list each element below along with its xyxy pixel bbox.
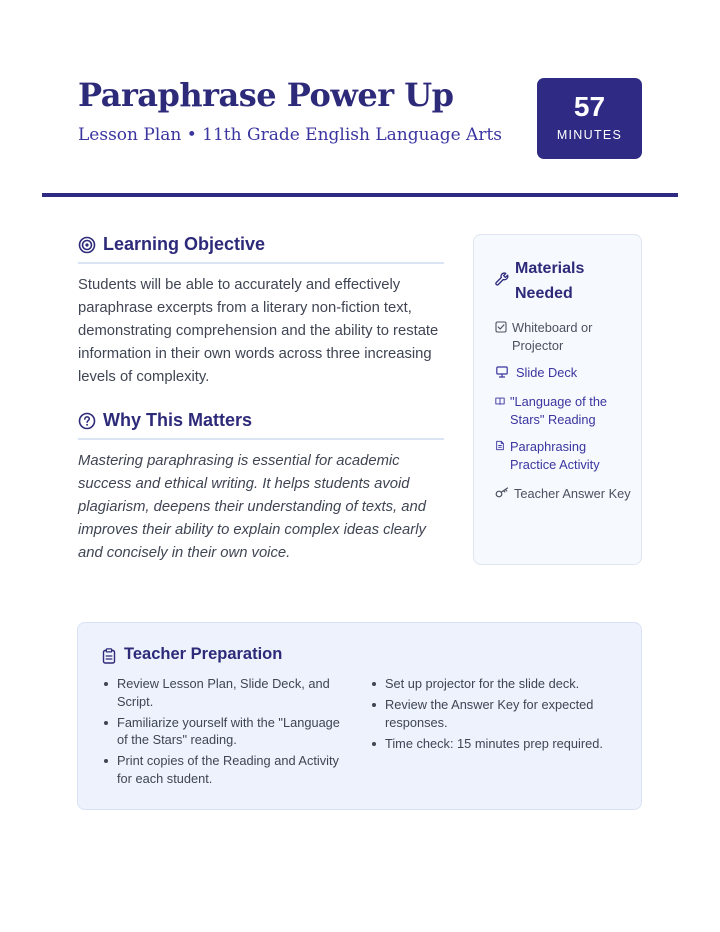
material-item-activity[interactable]	[495, 438, 635, 473]
target-icon	[78, 236, 96, 254]
duration-unit: MINUTES	[556, 128, 623, 142]
prep-list-left	[102, 675, 352, 791]
material-label: Teacher Answer Key	[514, 486, 631, 501]
document-icon	[495, 440, 505, 451]
material-item-whiteboard	[495, 319, 635, 354]
why-this-matters-title: Why This Matters	[103, 410, 253, 430]
list-item: Print copies of the Reading and Activity for each student.	[102, 752, 352, 787]
list-item: Review Lesson Plan, Slide Deck, and Script.	[102, 675, 352, 710]
prep-list-right	[370, 675, 615, 756]
question-circle-icon	[78, 412, 96, 430]
material-item-reading[interactable]	[495, 393, 635, 428]
learning-objective-heading	[78, 234, 444, 264]
list-item: Time check: 15 minutes prep required.	[370, 735, 615, 753]
material-label[interactable]: Slide Deck	[516, 365, 578, 380]
list-item: Set up projector for the slide deck.	[370, 675, 615, 693]
key-icon	[495, 487, 509, 499]
why-this-matters-text: Mastering paraphrasing is essential for academic success and ethical writing. It helps students avoid plagiarism, deepens their understanding of texts, and improves their ability to explain complex ideas clearly and concisely in their own voice.	[78, 453, 426, 561]
list-item: Review the Answer Key for expected responses.	[370, 696, 615, 731]
list-item: Familiarize yourself with the "Language of the Stars" reading.	[102, 714, 352, 749]
lesson-subtitle: Lesson Plan • 11th Grade English Language Arts	[78, 125, 503, 145]
learning-objective-text: Students will be able to accurately and effectively paraphrase excerpts from a literary non-fiction text, demonstrating comprehension and the ability to restate information in their own words across three increasing levels of complexity.	[78, 277, 439, 385]
duration-value: 57	[573, 91, 606, 122]
why-this-matters-heading	[78, 410, 444, 440]
material-label[interactable]: Paraphrasing Practice Activity	[510, 439, 600, 472]
wrench-icon	[495, 272, 509, 286]
header-divider	[42, 193, 678, 197]
materials-title: Materials Needed	[515, 260, 585, 302]
material-label[interactable]: "Language of the Stars" Reading	[510, 394, 608, 427]
teacher-prep-heading	[101, 645, 401, 667]
teacher-prep-title: Teacher Preparation	[124, 645, 283, 663]
material-item-answer-key	[495, 485, 635, 503]
learning-objective-title: Learning Objective	[103, 234, 266, 254]
book-icon	[495, 396, 505, 406]
material-item-slide-deck[interactable]	[495, 364, 635, 382]
duration-badge	[537, 78, 642, 159]
checkbox-icon	[495, 321, 507, 333]
materials-heading	[495, 256, 635, 306]
material-label: Whiteboard or Projector	[512, 320, 593, 353]
clipboard-icon	[101, 648, 117, 664]
lesson-title: Paraphrase Power Up	[78, 76, 454, 114]
presentation-icon	[495, 366, 509, 378]
